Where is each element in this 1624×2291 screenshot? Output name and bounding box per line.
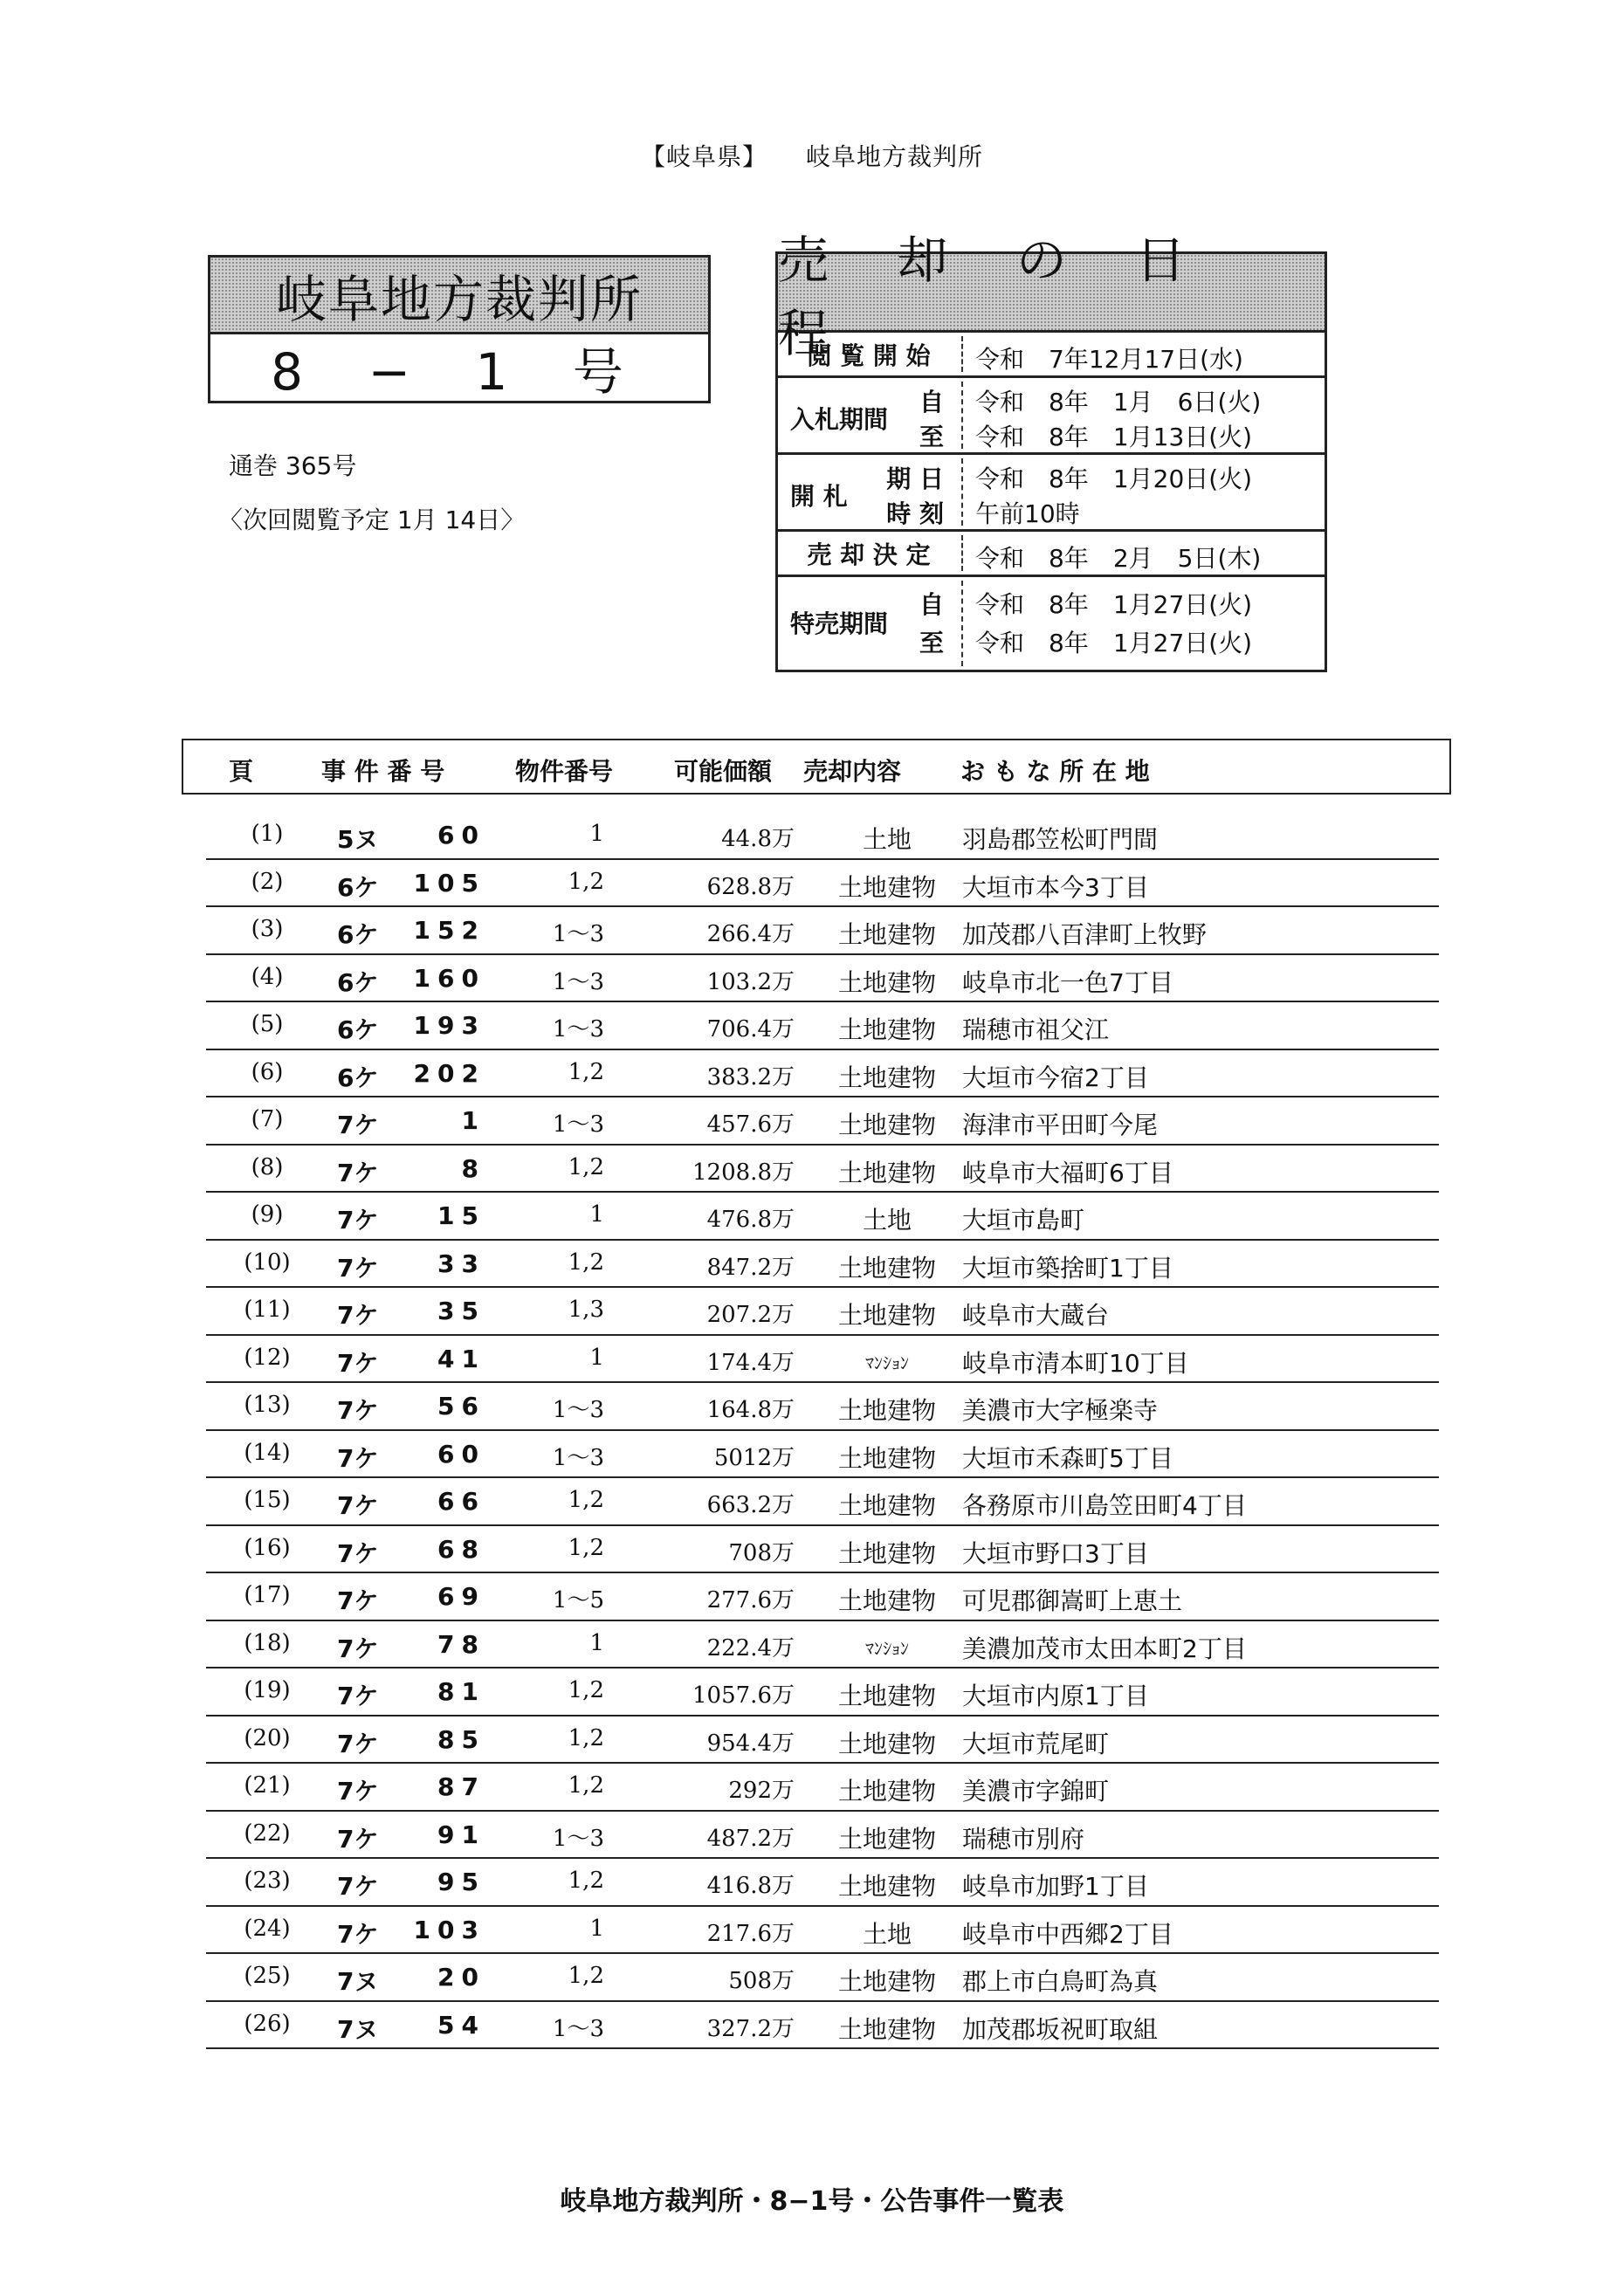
opening-date-label: 期 日 [886, 464, 944, 493]
row-page: (9) [251, 1201, 284, 1228]
row-items: 1 [589, 821, 604, 847]
special-from-label: 自 [919, 590, 944, 619]
row-address: 美濃加茂市太田本町2丁目 [962, 1634, 1247, 1663]
row-sale-type: 土地建物 [837, 1443, 936, 1473]
viewing-start-value: 令和 7年12月17日(水) [975, 345, 1243, 374]
row-case-num: 60 [437, 821, 485, 850]
row-address: 羽島郡笠松町門間 [962, 825, 1159, 854]
row-price: 663.2万 [706, 1492, 795, 1518]
row-case: 7ケ [337, 1586, 379, 1615]
row-items: 1〜3 [552, 1111, 604, 1138]
opening-date-value: 令和 8年 1月20日(火) [975, 464, 1253, 493]
table-row [206, 1336, 1439, 1384]
title-box [208, 255, 711, 403]
row-sale-type: 土地建物 [837, 1063, 936, 1092]
bidding-to-label: 至 [919, 423, 944, 451]
row-items: 1 [589, 1201, 604, 1228]
row-items: 1〜3 [552, 2015, 604, 2042]
table-row [206, 1431, 1439, 1479]
row-items: 1 [589, 1629, 604, 1656]
row-address: 瑞穂市祖父江 [962, 1015, 1110, 1044]
title-number: 8 − 1 号 [271, 342, 648, 402]
row-price: 207.2万 [706, 1302, 795, 1328]
row-page: (24) [244, 1915, 291, 1942]
row-case-num: 91 [437, 1820, 485, 1849]
row-case: 7ケ [337, 1111, 379, 1139]
row-case-num: 103 [413, 1915, 485, 1944]
row-address: 岐阜市加野1丁目 [962, 1872, 1149, 1901]
schedule-bidding-period [778, 378, 1325, 455]
row-address: 大垣市荒尾町 [962, 1729, 1110, 1758]
row-sale-type: 土地建物 [837, 967, 936, 997]
row-price: 266.4万 [706, 921, 795, 947]
row-items: 1 [589, 1344, 604, 1371]
opening-label: 開 札 [790, 482, 848, 511]
row-address: 加茂郡八百津町上牧野 [962, 920, 1208, 949]
row-items: 1〜5 [552, 1587, 604, 1613]
row-case-num: 152 [413, 916, 485, 945]
row-sale-type: 土地建物 [837, 1015, 936, 1044]
row-page: (4) [251, 963, 284, 990]
row-sale-type: 土地 [862, 1206, 912, 1235]
row-case: 7ケ [337, 1872, 379, 1901]
row-case: 7ケ [337, 1348, 379, 1378]
table-row [206, 907, 1439, 955]
row-address: 瑞穂市別府 [962, 1824, 1085, 1854]
row-items: 1,2 [568, 1249, 604, 1276]
row-price: 164.8万 [706, 1397, 795, 1423]
row-sale-type: 土地建物 [837, 1872, 936, 1901]
table-row [206, 1717, 1439, 1765]
court-label: 岐阜地方裁判所 [806, 142, 984, 171]
row-price: 292万 [728, 1778, 795, 1804]
row-sale-type: 土地建物 [837, 1824, 936, 1854]
table-row [206, 1383, 1439, 1431]
row-price: 383.2万 [706, 1063, 795, 1090]
header-address: お も な 所 在 地 [960, 757, 1150, 786]
table-row [206, 1097, 1439, 1146]
row-case-num: 85 [437, 1724, 485, 1754]
row-address: 大垣市本今3丁目 [962, 872, 1149, 902]
row-case-num: 81 [437, 1677, 485, 1706]
row-price: 217.6万 [706, 1920, 795, 1947]
row-address: 美濃市字錦町 [962, 1777, 1110, 1806]
row-case-num: 202 [413, 1058, 485, 1088]
row-sale-type: 土地建物 [837, 1396, 936, 1425]
table-row [206, 1954, 1439, 2002]
table-row [206, 812, 1439, 860]
row-sale-type: 土地建物 [837, 1253, 936, 1283]
row-items: 1,2 [568, 1963, 604, 1989]
row-case: 7ケ [337, 1538, 379, 1568]
row-sale-type: 土地 [862, 825, 912, 854]
row-price: 277.6万 [706, 1587, 795, 1613]
row-case: 7ケ [337, 1634, 379, 1663]
row-case: 7ケ [337, 1443, 379, 1473]
row-sale-type: 土地建物 [837, 1111, 936, 1139]
table-row [206, 955, 1439, 1003]
row-page: (7) [251, 1106, 284, 1132]
row-price: 1208.8万 [692, 1159, 795, 1186]
row-sale-type: 土地建物 [837, 1586, 936, 1615]
row-price: 487.2万 [706, 1825, 795, 1852]
row-items: 1,2 [568, 1677, 604, 1703]
row-case: 7ケ [337, 1682, 379, 1710]
row-price: 174.4万 [706, 1349, 795, 1376]
opening-time-value: 午前10時 [975, 499, 1080, 528]
row-address: 大垣市築捨町1丁目 [962, 1253, 1173, 1283]
row-page: (8) [251, 1153, 284, 1180]
row-case-num: 60 [437, 1439, 485, 1469]
next-viewing: 〈次回閲覧予定 1月 14日〉 [218, 506, 526, 534]
row-items: 1,2 [568, 1058, 604, 1085]
row-items: 1,2 [568, 1534, 604, 1561]
special-sale-label: 特売期間 [790, 609, 889, 638]
row-page: (14) [244, 1439, 291, 1466]
row-address: 岐阜市中西郷2丁目 [962, 1919, 1173, 1949]
row-case: 7ヌ [337, 2014, 379, 2044]
row-case: 6ケ [337, 872, 379, 902]
row-page: (18) [244, 1629, 291, 1656]
row-sale-type: 土地建物 [837, 1682, 936, 1710]
row-page: (23) [244, 1868, 291, 1894]
row-address: 岐阜市清本町10丁目 [962, 1348, 1189, 1378]
row-case-num: 95 [437, 1868, 485, 1896]
row-sale-type: 土地建物 [837, 1967, 936, 1996]
row-case: 7ケ [337, 1253, 379, 1283]
bidding-from-label: 自 [919, 388, 944, 416]
row-price: 103.2万 [706, 968, 795, 995]
row-price: 457.6万 [706, 1111, 795, 1138]
row-case-num: 105 [413, 868, 485, 898]
row-items: 1〜3 [552, 1825, 604, 1852]
row-items: 1 [589, 1915, 604, 1942]
row-price: 847.2万 [706, 1254, 795, 1281]
row-address: 各務原市川島笠田町4丁目 [962, 1491, 1247, 1520]
table-row [206, 1621, 1439, 1669]
table-row [206, 1193, 1439, 1241]
row-price: 708万 [728, 1539, 795, 1566]
row-items: 1〜3 [552, 921, 604, 947]
bidding-from-value: 令和 8年 1月 6日(火) [975, 388, 1262, 416]
row-case-num: 78 [437, 1629, 485, 1659]
header-case-number: 事 件 番 号 [321, 757, 445, 786]
row-price: 628.8万 [706, 873, 795, 900]
row-sale-type: 土地建物 [837, 1538, 936, 1568]
row-case-num: 15 [437, 1201, 485, 1230]
row-sale-type: 土地建物 [837, 920, 936, 949]
row-page: (21) [244, 1772, 291, 1799]
row-case-num: 68 [437, 1534, 485, 1564]
row-sale-type: 土地建物 [837, 872, 936, 902]
row-address: 海津市平田町今尾 [962, 1111, 1159, 1139]
row-case-num: 193 [413, 1011, 485, 1040]
row-case-num: 56 [437, 1392, 485, 1421]
row-page: (16) [244, 1534, 291, 1561]
special-to-value: 令和 8年 1月27日(火) [975, 629, 1253, 657]
row-page: (11) [244, 1297, 291, 1323]
row-case: 7ケ [337, 1729, 379, 1758]
table-row [206, 1764, 1439, 1812]
row-page: (15) [244, 1487, 291, 1513]
row-sale-type: ﾏﾝｼｮﾝ [865, 1637, 909, 1659]
row-address: 岐阜市大蔵台 [962, 1301, 1110, 1330]
row-sale-type: 土地建物 [837, 1301, 936, 1330]
table-row [206, 1002, 1439, 1050]
row-price: 954.4万 [706, 1730, 795, 1757]
viewing-start-label: 閲 覧 開 始 [807, 341, 931, 370]
row-items: 1,3 [568, 1297, 604, 1323]
row-address: 大垣市島町 [962, 1206, 1085, 1235]
schedule-special-sale [778, 577, 1325, 670]
row-case: 6ケ [337, 1063, 379, 1092]
table-row [206, 1526, 1439, 1574]
row-address: 大垣市内原1丁目 [962, 1682, 1149, 1710]
row-case-num: 66 [437, 1487, 485, 1516]
row-case: 7ケ [337, 1777, 379, 1806]
table-header [182, 739, 1451, 795]
table-row [206, 1288, 1439, 1336]
row-page: (1) [251, 821, 284, 847]
table-row [206, 1146, 1439, 1194]
row-address: 可児郡御嵩町上恵土 [962, 1586, 1183, 1615]
row-address: 美濃市大字極楽寺 [962, 1396, 1159, 1425]
row-address: 加茂郡坂祝町取組 [962, 2014, 1159, 2044]
row-page: (19) [244, 1677, 291, 1703]
row-sale-type: 土地 [862, 1919, 912, 1949]
row-case-num: 54 [437, 2010, 485, 2040]
title-court: 岐阜地方裁判所 [210, 258, 708, 334]
row-address: 岐阜市大福町6丁目 [962, 1158, 1173, 1187]
row-case-num: 87 [437, 1772, 485, 1801]
special-from-value: 令和 8年 1月27日(火) [975, 590, 1253, 619]
table-row [206, 1668, 1439, 1717]
table-row [206, 1812, 1439, 1860]
row-sale-type: 土地建物 [837, 1777, 936, 1806]
schedule-sale-decision [778, 532, 1325, 577]
row-case-num: 20 [437, 1963, 485, 1992]
table-row [206, 1859, 1439, 1907]
row-items: 1,2 [568, 868, 604, 895]
volume-number: 通巻 365号 [229, 451, 357, 480]
header-item-number: 物件番号 [515, 757, 614, 786]
row-page: (2) [251, 868, 284, 895]
row-address: 郡上市白鳥町為真 [962, 1967, 1159, 1996]
table-row [206, 1050, 1439, 1098]
table-row [206, 2002, 1439, 2050]
row-sale-type: 土地建物 [837, 2014, 936, 2044]
row-items: 1,2 [568, 1724, 604, 1751]
row-case: 6ケ [337, 1015, 379, 1044]
row-sale-type: 土地建物 [837, 1158, 936, 1187]
header-page: 頁 [229, 757, 254, 786]
row-case: 6ケ [337, 967, 379, 997]
row-case-num: 41 [437, 1344, 485, 1373]
schedule-heading: 売 却 の 日 程 [778, 254, 1325, 333]
row-case-num: 8 [461, 1153, 485, 1183]
row-case: 7ケ [337, 1206, 379, 1235]
row-page: (25) [244, 1963, 291, 1989]
row-case-num: 1 [461, 1106, 485, 1135]
row-address: 岐阜市北一色7丁目 [962, 967, 1173, 997]
row-price: 476.8万 [706, 1207, 795, 1233]
opening-time-label: 時 刻 [886, 499, 944, 528]
row-page: (13) [244, 1392, 291, 1418]
row-items: 1,2 [568, 1772, 604, 1799]
row-sale-type: 土地建物 [837, 1729, 936, 1758]
table-row [206, 1573, 1439, 1621]
row-case-num: 160 [413, 963, 485, 993]
row-case-num: 35 [437, 1297, 485, 1325]
bidding-to-value: 令和 8年 1月13日(火) [975, 423, 1253, 451]
row-page: (6) [251, 1058, 284, 1085]
row-case: 7ケ [337, 1396, 379, 1425]
row-page: (3) [251, 916, 284, 942]
row-items: 1〜3 [552, 1444, 604, 1471]
row-items: 1,2 [568, 1868, 604, 1894]
table-row [206, 860, 1439, 908]
row-page: (12) [244, 1344, 291, 1371]
row-price: 327.2万 [706, 2015, 795, 2042]
row-case-num: 33 [437, 1249, 485, 1278]
row-page: (22) [244, 1820, 291, 1847]
table-row [206, 1907, 1439, 1955]
row-price: 416.8万 [706, 1873, 795, 1899]
sale-decision-value: 令和 8年 2月 5日(木) [975, 544, 1262, 573]
row-address: 大垣市今宿2丁目 [962, 1063, 1149, 1092]
sale-schedule [775, 230, 1327, 672]
row-address: 大垣市野口3丁目 [962, 1538, 1149, 1568]
row-case-num: 69 [437, 1582, 485, 1611]
row-price: 508万 [728, 1968, 795, 1994]
row-case: 7ケ [337, 1491, 379, 1520]
row-case: 7ケ [337, 1158, 379, 1187]
row-items: 1〜3 [552, 1397, 604, 1423]
table-row [206, 1241, 1439, 1289]
row-case: 5ヌ [337, 825, 379, 854]
row-address: 大垣市禾森町5丁目 [962, 1443, 1173, 1473]
row-page: (26) [244, 2010, 291, 2037]
row-case: 6ケ [337, 920, 379, 949]
row-page: (17) [244, 1582, 291, 1608]
row-page: (10) [244, 1249, 291, 1276]
row-items: 1,2 [568, 1487, 604, 1513]
row-price: 222.4万 [706, 1634, 795, 1661]
row-case: 7ケ [337, 1824, 379, 1854]
schedule-opening [778, 455, 1325, 532]
row-price: 1057.6万 [692, 1682, 795, 1709]
row-price: 706.4万 [706, 1016, 795, 1042]
prefecture-label: 【岐阜県】 [640, 142, 767, 171]
header-sale-type: 売却内容 [803, 757, 902, 786]
row-page: (20) [244, 1724, 291, 1751]
page-footer: 岐阜地方裁判所・8−1号・公告事件一覧表 [560, 2186, 1064, 2217]
row-sale-type: ﾏﾝｼｮﾝ [865, 1352, 909, 1373]
row-case: 7ケ [337, 1919, 379, 1949]
row-case: 7ケ [337, 1301, 379, 1330]
row-price: 44.8万 [721, 826, 795, 852]
sale-decision-label: 売 却 決 定 [807, 540, 931, 569]
row-sale-type: 土地建物 [837, 1491, 936, 1520]
row-items: 1,2 [568, 1153, 604, 1180]
header-price: 可能価額 [674, 757, 773, 786]
row-items: 1〜3 [552, 968, 604, 995]
schedule-viewing-start [778, 333, 1325, 378]
table-row [206, 1478, 1439, 1526]
row-price: 5012万 [713, 1444, 795, 1471]
page-header [0, 138, 1624, 173]
row-items: 1〜3 [552, 1016, 604, 1042]
row-case: 7ヌ [337, 1967, 379, 1996]
special-to-label: 至 [919, 629, 944, 657]
row-page: (5) [251, 1011, 284, 1037]
bidding-period-label: 入札期間 [790, 405, 889, 434]
